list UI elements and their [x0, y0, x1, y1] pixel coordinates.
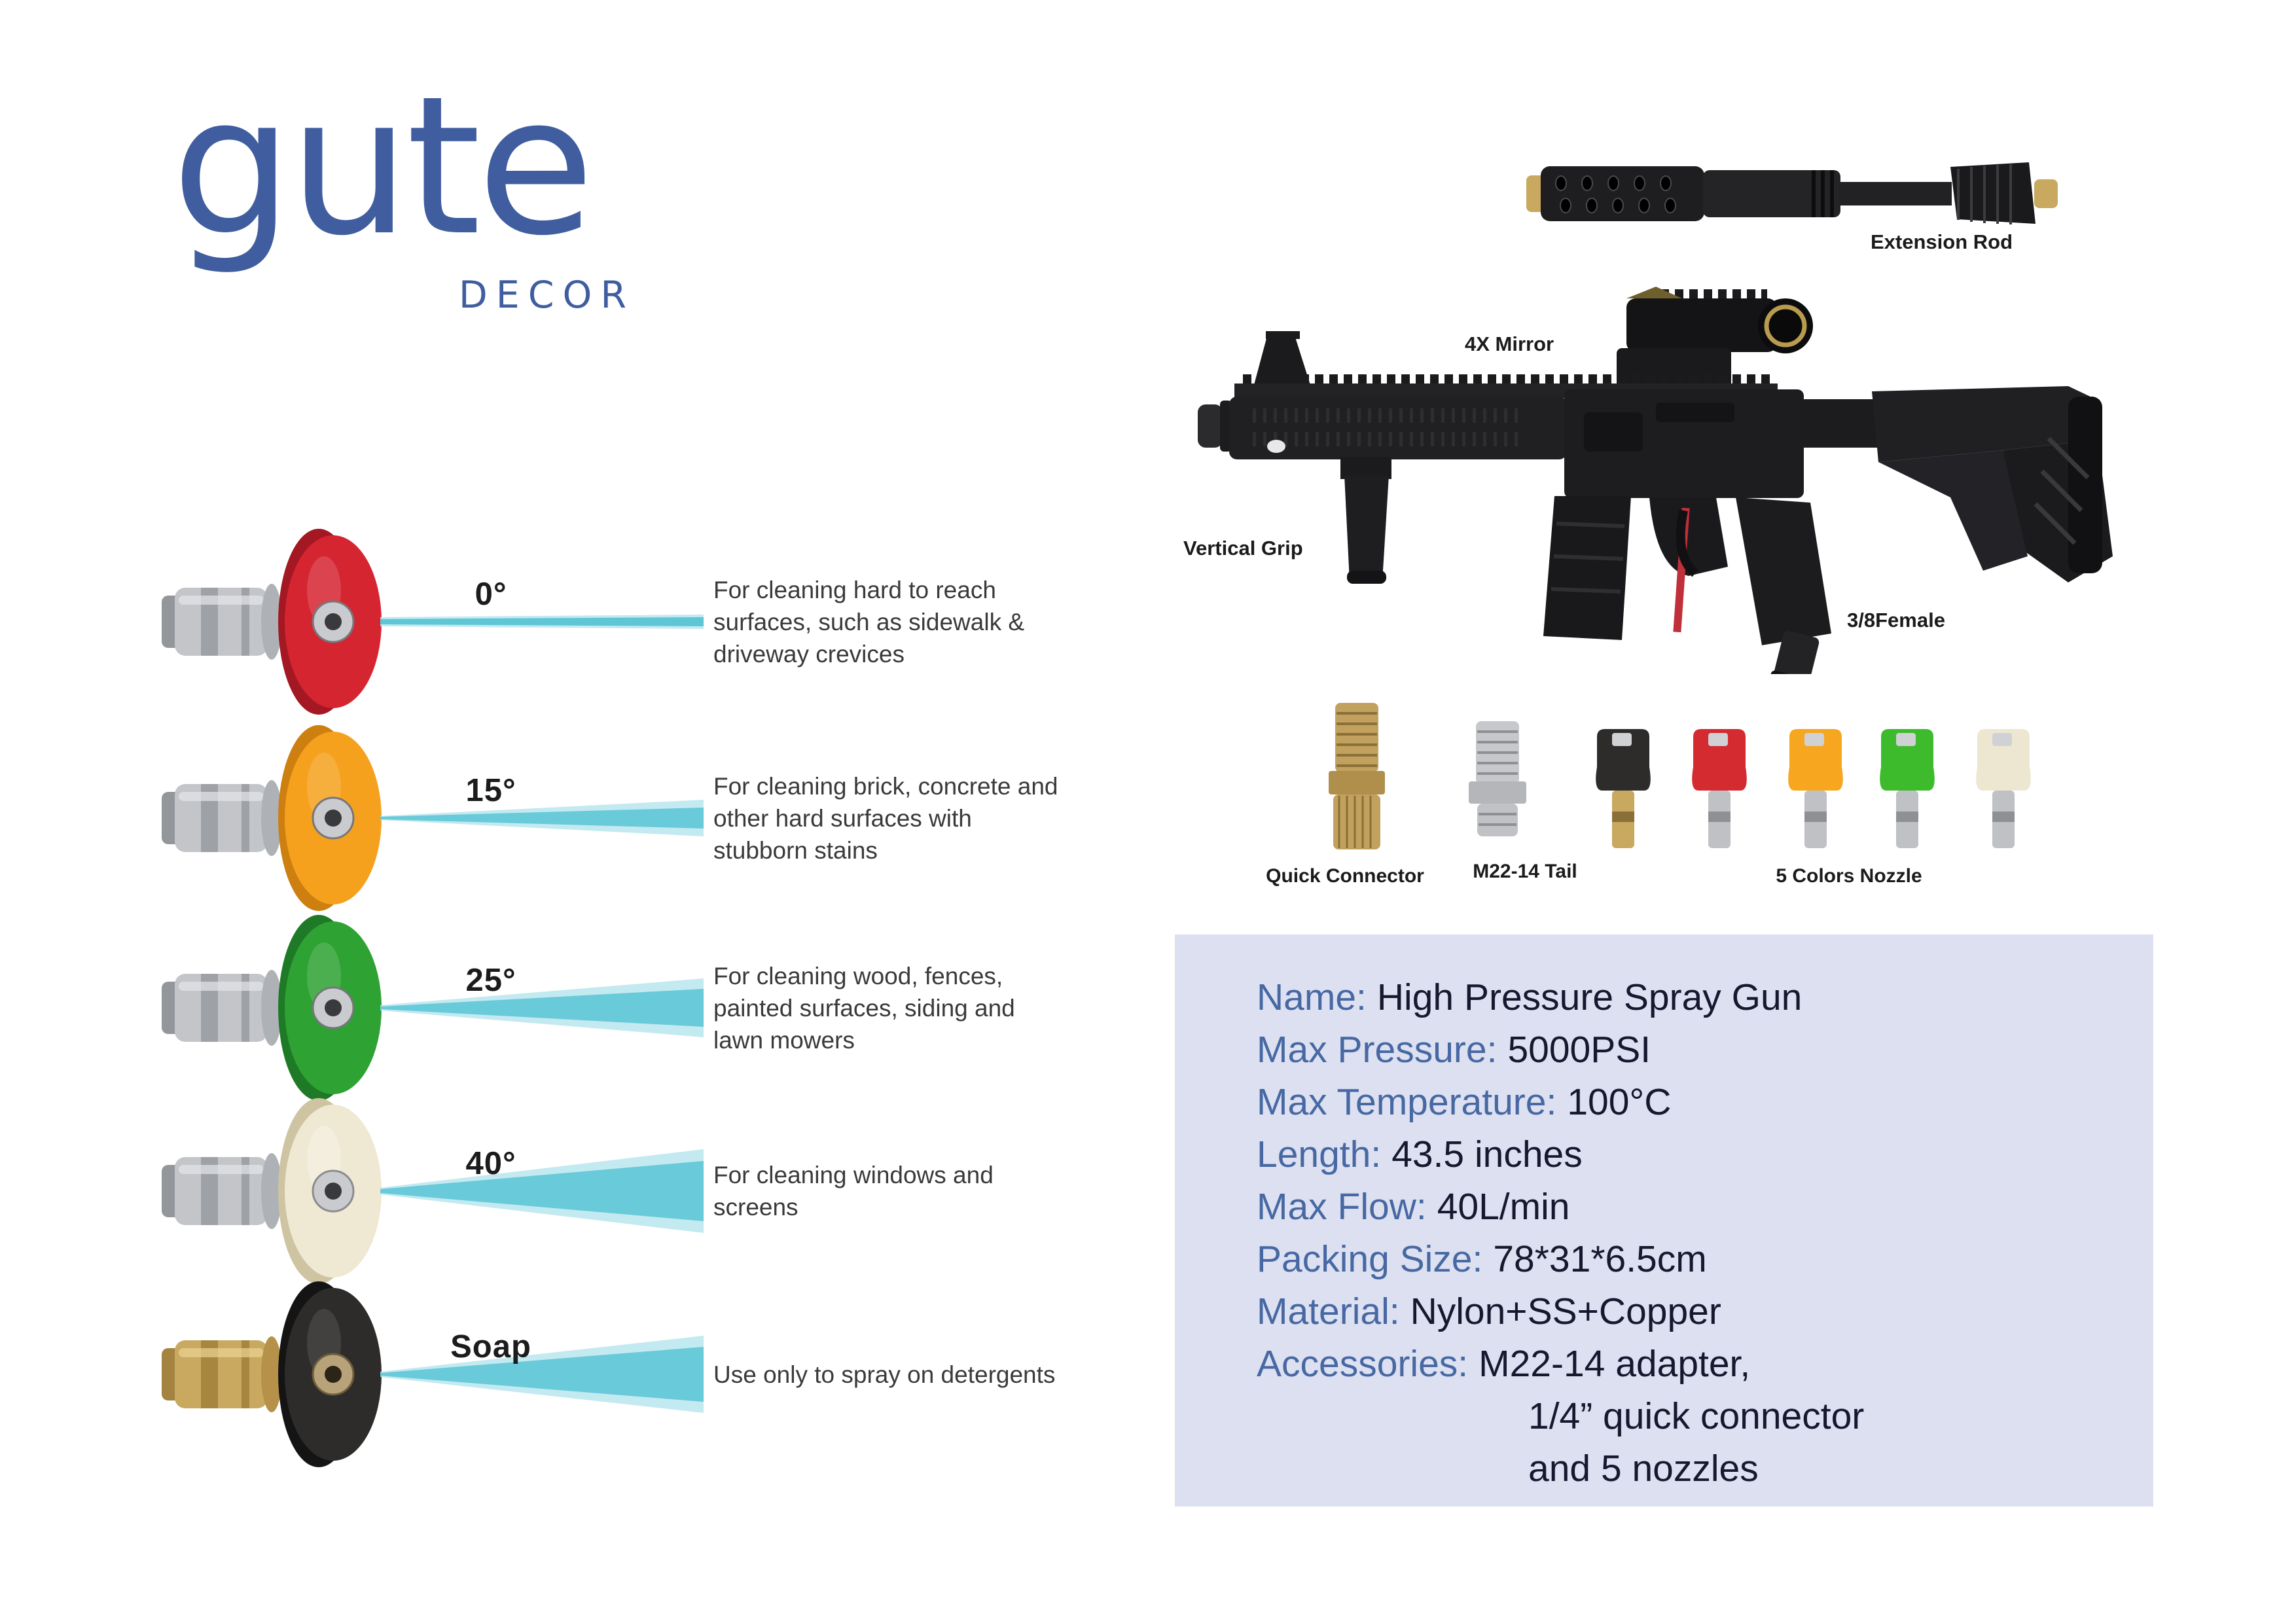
nozzle-soap-illustration: [160, 1276, 710, 1472]
spray-angle-label: 40°: [465, 1146, 516, 1181]
spray-angle-label: Soap: [450, 1329, 531, 1364]
spec-row-material: Material: Nylon+SS+Copper: [1257, 1291, 1721, 1332]
nozzle-row-40deg: [160, 1093, 1162, 1289]
nozzle-description: For cleaning wood, fences, painted surfaces, siding and lawn mowers: [713, 962, 1015, 1054]
quick-connect-coupler-icon: [162, 780, 282, 856]
quick-connect-coupler-icon: [162, 1336, 282, 1412]
quick-connect-coupler-icon: [162, 970, 282, 1046]
gun-trigger: [1649, 497, 1728, 632]
nozzle-disc-icon: [278, 725, 382, 911]
spray-angle-label: 25°: [465, 963, 516, 998]
spec-row-name: Name: High Pressure Spray Gun: [1257, 976, 1803, 1018]
nozzle-row-25deg: [160, 910, 1162, 1106]
gun-top-rail: [1240, 374, 1774, 385]
spec-row-max-flow: Max Flow: 40L/min: [1257, 1186, 1570, 1228]
spec-panel: [1175, 935, 2153, 1507]
gun-vertical-grip: [1340, 457, 1391, 584]
nozzle-15deg-illustration: [160, 720, 710, 916]
quick-connect-coupler-icon: [162, 1153, 282, 1229]
nozzle-disc-icon: [278, 1281, 382, 1467]
nozzle-description: Use only to spray on detergents: [713, 1361, 1056, 1388]
color-nozzle-black: [1596, 729, 1651, 848]
mirror-label: 4X Mirror: [1465, 332, 1554, 355]
nozzle-row-0deg: [160, 524, 1162, 720]
nozzle-description: For cleaning brick, concrete and other hard surfaces with stubborn stains: [713, 772, 1058, 864]
extension-rod-label: Extension Rod: [1871, 230, 2013, 253]
gun-receiver: [1564, 389, 1804, 498]
gun-handguard: [1229, 397, 1567, 459]
brand-logo: gute: [171, 55, 591, 277]
brand-logo-subtitle: DECOR: [458, 274, 635, 317]
spray-angle-label: 15°: [465, 773, 516, 808]
gun-muzzle: [1198, 404, 1223, 448]
spec-row-max-pressure: Max Pressure: 5000PSI: [1257, 1029, 1651, 1071]
quick-connector-label: Quick Connector: [1266, 865, 1424, 887]
spray-pattern-0deg: [380, 615, 704, 629]
nozzle-disc-icon: [278, 915, 382, 1101]
female-connector-label: 3/8Female: [1847, 609, 1945, 632]
spec-accessories-continuation: 1/4” quick connector: [1528, 1395, 1865, 1437]
nozzle-40deg-illustration: [160, 1093, 710, 1289]
spray-gun-illustration: [1198, 275, 2114, 674]
nozzle-description: For cleaning hard to reach surfaces, such as sidewalk & driveway crevices: [713, 576, 1025, 668]
spec-row-length: Length: 43.5 inches: [1257, 1133, 1583, 1175]
spec-row-packing-size: Packing Size: 78*31*6.5cm: [1257, 1238, 1707, 1280]
spec-accessories-continuation: and 5 nozzles: [1528, 1448, 1759, 1489]
nozzle-row-soap: [160, 1276, 1162, 1472]
nozzle-row-15deg: [160, 720, 1162, 916]
gun-scope-4x: [1617, 287, 1813, 389]
spray-angle-label: 0°: [475, 577, 507, 612]
five-colors-nozzle-label: 5 Colors Nozzle: [1776, 865, 1922, 887]
spec-row-max-temperature: Max Temperature: 100°C: [1257, 1081, 1672, 1123]
extension-rod-illustration: [1525, 157, 2062, 229]
gun-pistol-grip: [1736, 497, 1831, 645]
gun-magazine: [1543, 496, 1631, 640]
gun-stock: [1800, 386, 2113, 582]
nozzle-25deg-illustration: [160, 910, 710, 1106]
nozzle-disc-icon: [278, 1098, 382, 1284]
color-nozzle-cream: [1976, 729, 2031, 848]
m22-14-tail-icon: [1469, 721, 1526, 836]
color-nozzle-green: [1880, 729, 1935, 848]
accessories-illustration: [1244, 694, 2081, 857]
spec-row-accessories: Accessories: M22-14 adapter,: [1257, 1343, 1751, 1385]
nozzle-disc-icon: [278, 529, 382, 715]
nozzle-0deg-illustration: [160, 524, 710, 720]
quick-connector-icon: [1329, 703, 1385, 849]
vertical-grip-label: Vertical Grip: [1183, 537, 1303, 560]
color-nozzle-red: [1692, 729, 1747, 848]
m22-14-tail-label: M22-14 Tail: [1473, 861, 1577, 882]
nozzle-description: For cleaning windows and screens: [713, 1162, 994, 1221]
color-nozzle-orange: [1788, 729, 1843, 848]
quick-connect-coupler-icon: [162, 584, 282, 660]
